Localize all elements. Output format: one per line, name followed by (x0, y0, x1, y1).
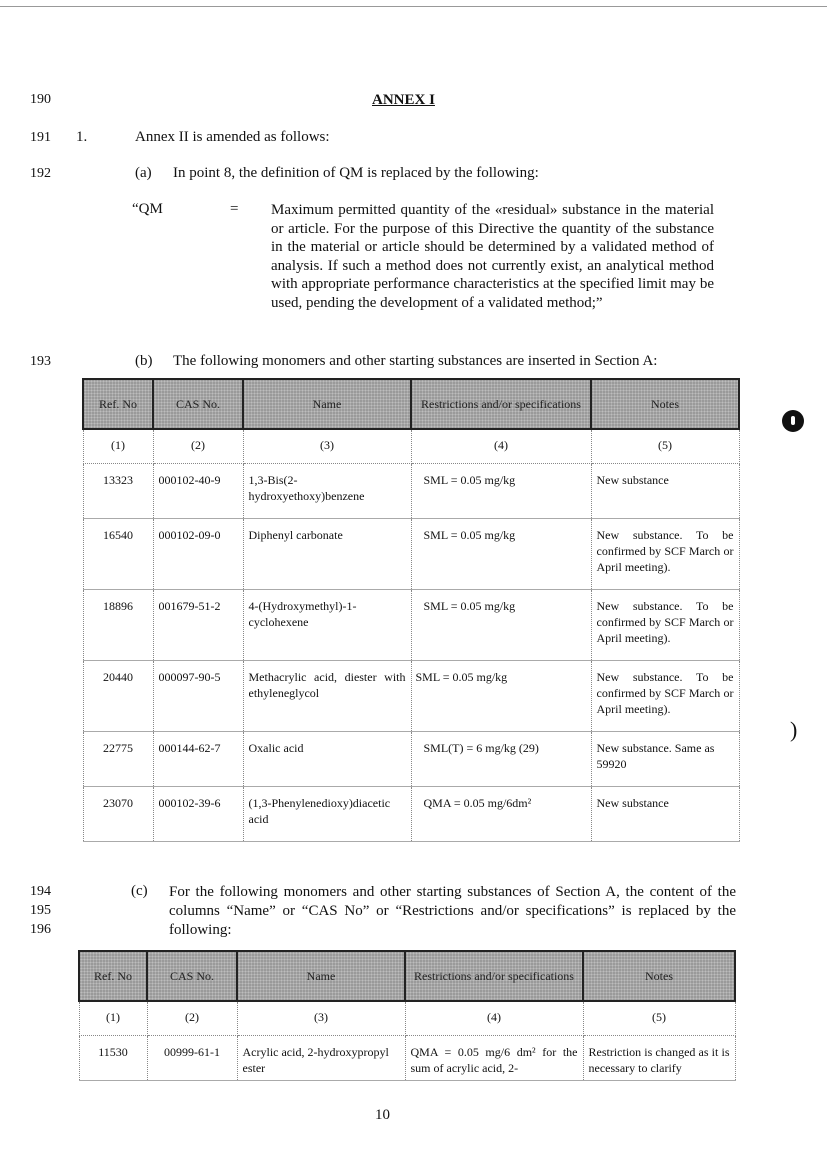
qm-definition: Maximum permitted quantity of the «residual» substance in the material or article. For the purpose of this Directive the quantity of the substance in the material or article should be determined by a validated method of analysis. If such a method does not currently exist, an analytical method with appropriate performance characteristics at the specified limit may be used, pending the development of a validated method;” (271, 202, 714, 311)
table-row (83, 661, 739, 732)
column-number: (5) (591, 429, 739, 464)
line-number: 195 (30, 903, 51, 918)
cell-name: Acrylic acid, 2-hydroxypropyl ester (237, 1036, 405, 1081)
annex-heading: ANNEX I (372, 92, 435, 108)
line-number: 196 (30, 922, 51, 937)
line-number: 192 (30, 166, 51, 181)
header-notes: Notes (583, 951, 735, 1001)
table-section-a-inserted (82, 378, 740, 842)
line-number: 193 (30, 354, 51, 369)
column-number: (4) (405, 1001, 583, 1036)
column-number: (4) (411, 429, 591, 464)
cell-notes: New substance. To be confirmed by SCF March or April meeting). (591, 519, 739, 590)
cell-name: 1,3-Bis(2-hydroxyethoxy)benzene (243, 464, 411, 519)
table-row (83, 519, 739, 590)
item-b-text: The following monomers and other starting substances are inserted in Section A: (173, 353, 658, 369)
cell-cas: 000102-09-0 (153, 519, 243, 590)
cell-restrictions: QMA = 0.05 mg/6dm² (411, 787, 591, 842)
cell-name: Oxalic acid (243, 732, 411, 787)
cell-notes: New substance. Same as 59920 (591, 732, 739, 787)
column-number: (2) (153, 429, 243, 464)
column-number: (3) (237, 1001, 405, 1036)
cell-ref: 16540 (83, 519, 153, 590)
header-restrictions: Restrictions and/or specifications (405, 951, 583, 1001)
header-name: Name (243, 379, 411, 429)
cell-restrictions: SML = 0.05 mg/kg (411, 661, 591, 732)
item-b-label: (b) (135, 353, 153, 369)
column-number: (1) (83, 429, 153, 464)
cell-cas: 000102-40-9 (153, 464, 243, 519)
column-number: (5) (583, 1001, 735, 1036)
cell-ref: 13323 (83, 464, 153, 519)
cell-cas: 000097-90-5 (153, 661, 243, 732)
cell-notes: New substance (591, 464, 739, 519)
cell-ref: 18896 (83, 590, 153, 661)
cell-cas: 000144-62-7 (153, 732, 243, 787)
cell-name: Diphenyl carbonate (243, 519, 411, 590)
cell-name: Methacrylic acid, diester with ethyleneglycol (243, 661, 411, 732)
cell-cas: 00999-61-1 (147, 1036, 237, 1081)
top-rule (0, 6, 827, 7)
header-name: Name (237, 951, 405, 1001)
cell-ref: 23070 (83, 787, 153, 842)
item-a-text: In point 8, the definition of QM is replaced by the following: (173, 165, 539, 181)
cell-restrictions: SML = 0.05 mg/kg (411, 519, 591, 590)
cell-notes: New substance. To be confirmed by SCF March or April meeting). (591, 590, 739, 661)
header-cas-no: CAS No. (147, 951, 237, 1001)
cell-restrictions: SML = 0.05 mg/kg (411, 464, 591, 519)
cell-restrictions: QMA = 0.05 mg/6 dm² for the sum of acrylic acid, 2- (405, 1036, 583, 1081)
table-row (83, 464, 739, 519)
item-1-number: 1. (76, 129, 88, 145)
qm-equals: = (230, 201, 239, 217)
column-number: (3) (243, 429, 411, 464)
table-row (83, 787, 739, 842)
column-number: (2) (147, 1001, 237, 1036)
header-cas-no: CAS No. (153, 379, 243, 429)
qm-term: “QM (132, 201, 163, 217)
cell-cas: 000102-39-6 (153, 787, 243, 842)
header-ref-no: Ref. No (83, 379, 153, 429)
page-number: 10 (375, 1107, 390, 1123)
header-restrictions: Restrictions and/or specifications (411, 379, 591, 429)
item-c-label: (c) (131, 883, 148, 899)
line-number: 190 (30, 92, 51, 107)
line-number: 194 (30, 884, 51, 899)
cell-restrictions: SML = 0.05 mg/kg (411, 590, 591, 661)
item-c-text: For the following monomers and other starting substances of Section A, the content of the columns “Name” or “CAS No” or “Restrictions and/or specifications” is replaced by the following: (169, 884, 736, 938)
cell-name: 4-(Hydroxymethyl)-1-cyclohexene (243, 590, 411, 661)
cell-notes: Restriction is changed as it is necessary to clarify (583, 1036, 735, 1081)
header-notes: Notes (591, 379, 739, 429)
cell-notes: New substance. To be confirmed by SCF March or April meeting). (591, 661, 739, 732)
cell-ref: 22775 (83, 732, 153, 787)
margin-dot-mark (782, 410, 804, 432)
margin-bracket-mark: ) (790, 717, 798, 742)
cell-cas: 001679-51-2 (153, 590, 243, 661)
column-number: (1) (79, 1001, 147, 1036)
cell-name: (1,3-Phenylenedioxy)diacetic acid (243, 787, 411, 842)
item-a-label: (a) (135, 165, 152, 181)
cell-ref: 20440 (83, 661, 153, 732)
table-section-a-replaced (78, 950, 736, 1081)
cell-notes: New substance (591, 787, 739, 842)
cell-ref: 11530 (79, 1036, 147, 1081)
line-number: 191 (30, 130, 51, 145)
table-row (83, 590, 739, 661)
table-row (83, 732, 739, 787)
item-1-text: Annex II is amended as follows: (135, 129, 330, 145)
header-ref-no: Ref. No (79, 951, 147, 1001)
table-row (79, 1036, 735, 1081)
cell-restrictions: SML(T) = 6 mg/kg (29) (411, 732, 591, 787)
